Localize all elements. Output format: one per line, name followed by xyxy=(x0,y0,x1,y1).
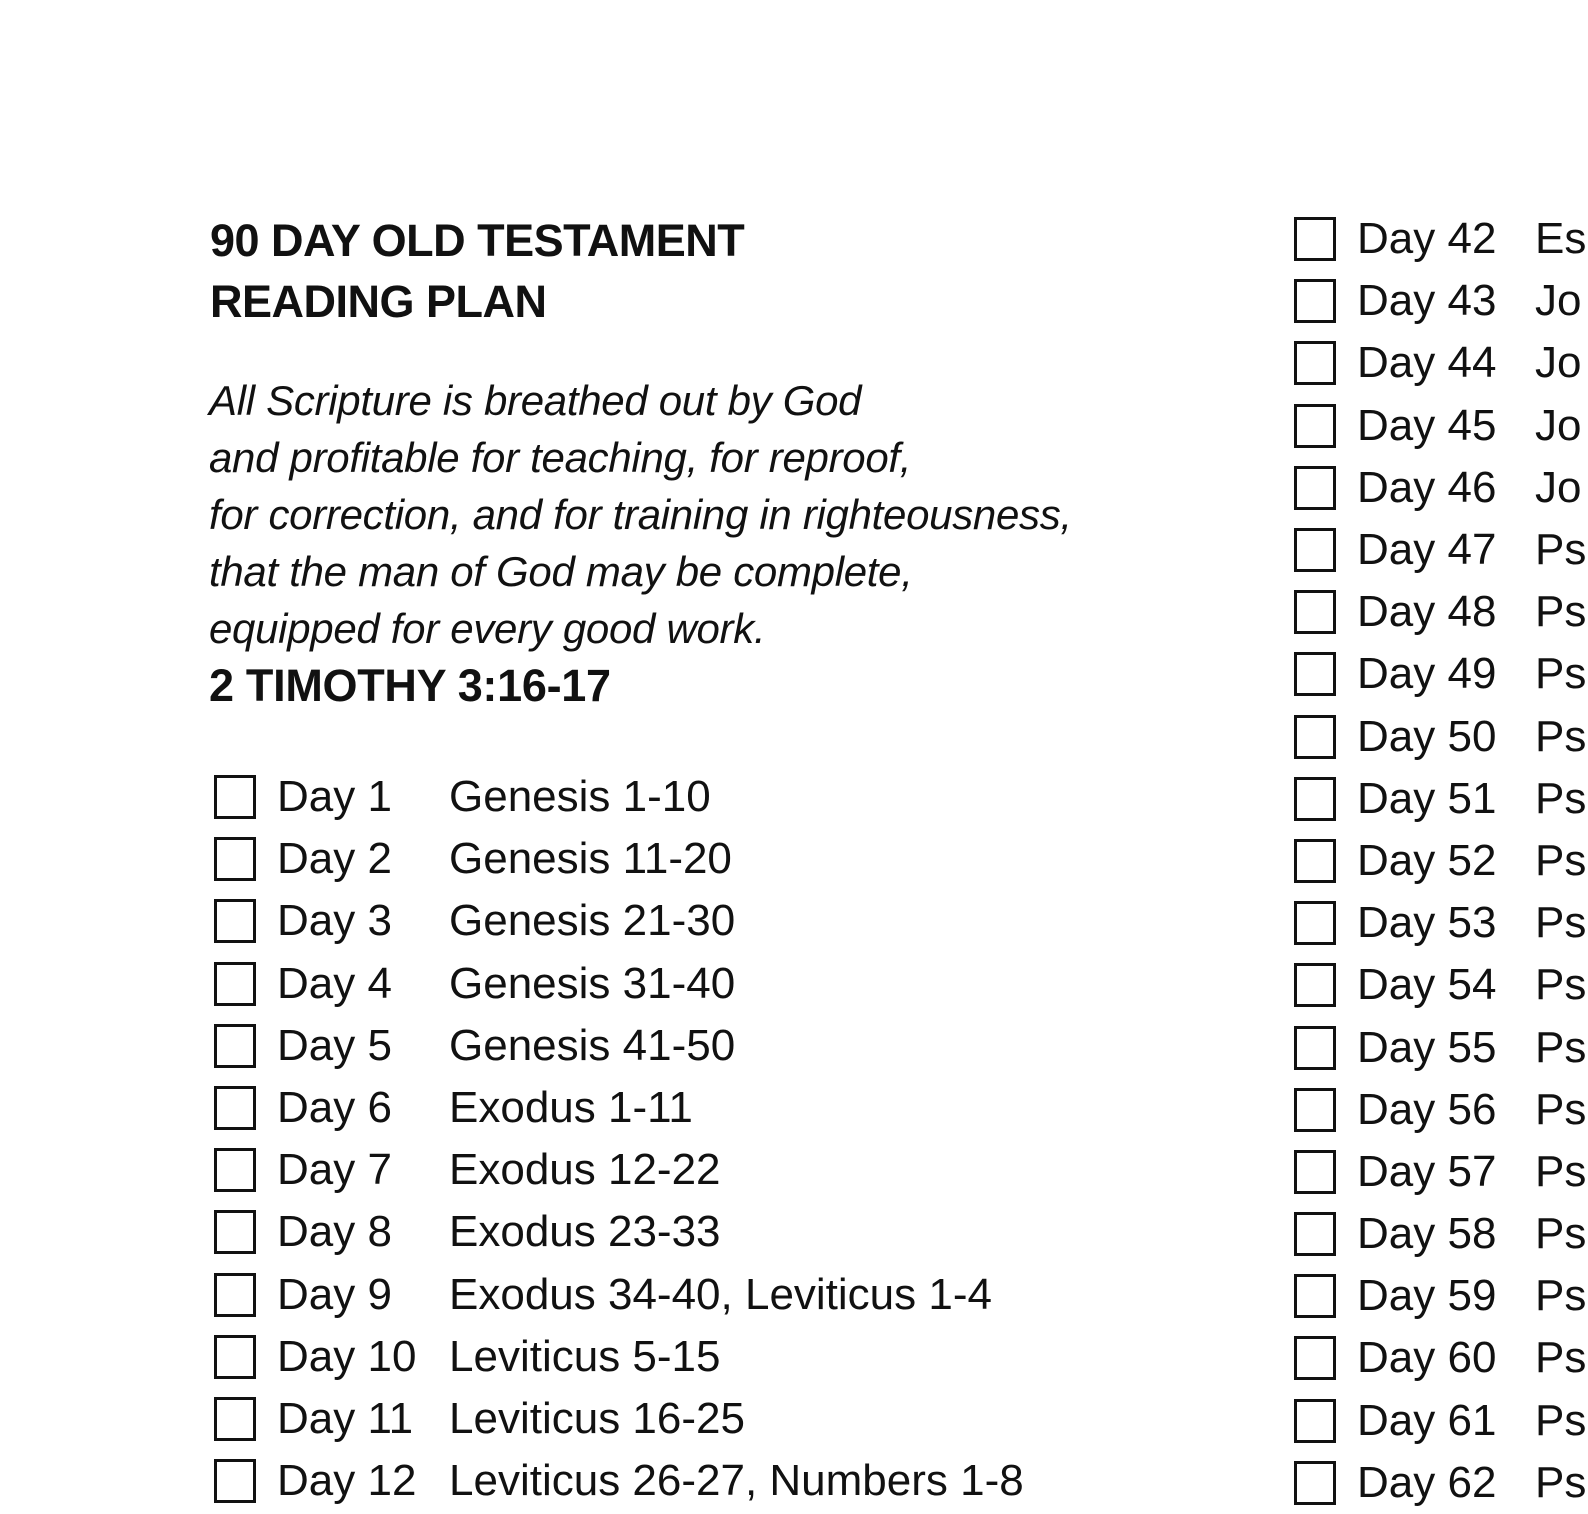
day-label: Day 11 xyxy=(277,1393,414,1443)
reading-passage: Ps xyxy=(1535,835,1587,885)
reading-passage: Ps xyxy=(1535,587,1587,637)
day-label: Day 6 xyxy=(277,1083,392,1133)
reading-day-row xyxy=(214,1264,1024,1326)
reading-day-row xyxy=(214,1139,1024,1201)
day-label: Day 9 xyxy=(277,1269,392,1319)
reading-list-right xyxy=(1294,208,1586,1514)
reading-passage: Jo xyxy=(1535,276,1582,326)
day-checkbox[interactable] xyxy=(214,1210,256,1254)
day-label: Day 8 xyxy=(277,1207,392,1257)
reading-passage: Ps xyxy=(1535,1146,1587,1196)
day-label: Day 62 xyxy=(1357,1457,1497,1507)
reading-day-row xyxy=(1294,1016,1586,1078)
reading-passage: Exodus 12-22 xyxy=(449,1145,721,1195)
day-label: Day 48 xyxy=(1357,587,1497,637)
day-checkbox[interactable] xyxy=(1294,901,1336,945)
reading-passage: Ps xyxy=(1535,773,1587,823)
day-checkbox[interactable] xyxy=(1294,839,1336,883)
reading-day-row xyxy=(1294,1203,1586,1265)
day-label: Day 46 xyxy=(1357,462,1497,512)
verse-line: for correction, and for training in righteousness, xyxy=(209,491,1072,538)
reading-day-row xyxy=(1294,1079,1586,1141)
reading-day-row xyxy=(1294,519,1586,581)
reading-passage: Ps xyxy=(1535,1395,1587,1445)
day-label: Day 59 xyxy=(1357,1271,1497,1321)
reading-passage: Ps xyxy=(1535,898,1587,948)
plan-title-line-2: READING PLAN xyxy=(210,276,547,327)
reading-passage: Genesis 21-30 xyxy=(449,896,736,946)
day-checkbox[interactable] xyxy=(214,837,256,881)
reading-day-row xyxy=(214,953,1024,1015)
reading-passage: Leviticus 16-25 xyxy=(449,1393,745,1443)
reading-day-row xyxy=(1294,395,1586,457)
day-checkbox[interactable] xyxy=(214,1397,256,1441)
reading-day-row xyxy=(1294,892,1586,954)
reading-day-row xyxy=(214,1450,1024,1512)
day-checkbox[interactable] xyxy=(1294,1399,1336,1443)
day-label: Day 49 xyxy=(1357,649,1497,699)
reading-list-left xyxy=(214,766,1024,1512)
day-checkbox[interactable] xyxy=(1294,1088,1336,1132)
day-label: Day 54 xyxy=(1357,960,1497,1010)
reading-passage: Ps xyxy=(1535,711,1587,761)
day-checkbox[interactable] xyxy=(214,1024,256,1068)
day-checkbox[interactable] xyxy=(1294,528,1336,572)
verse-reference: 2 TIMOTHY 3:16-17 xyxy=(209,660,611,711)
day-checkbox[interactable] xyxy=(1294,1336,1336,1380)
reading-day-row xyxy=(214,890,1024,952)
reading-day-row xyxy=(1294,581,1586,643)
day-label: Day 53 xyxy=(1357,898,1497,948)
reading-passage: Leviticus 5-15 xyxy=(449,1331,721,1381)
day-checkbox[interactable] xyxy=(214,962,256,1006)
day-label: Day 57 xyxy=(1357,1146,1497,1196)
reading-passage: Ps xyxy=(1535,525,1587,575)
reading-day-row xyxy=(1294,1452,1586,1514)
reading-day-row xyxy=(214,1201,1024,1263)
reading-passage: Exodus 1-11 xyxy=(449,1083,693,1133)
reading-day-row xyxy=(1294,270,1586,332)
plan-title-line-1: 90 DAY OLD TESTAMENT xyxy=(210,215,745,266)
day-checkbox[interactable] xyxy=(214,1335,256,1379)
reading-day-row xyxy=(214,1077,1024,1139)
reading-day-row xyxy=(214,766,1024,828)
verse-line: that the man of God may be complete, xyxy=(209,548,913,595)
day-label: Day 10 xyxy=(277,1331,417,1381)
reading-day-row xyxy=(1294,643,1586,705)
day-label: Day 3 xyxy=(277,896,392,946)
reading-day-row xyxy=(1294,954,1586,1016)
reading-day-row xyxy=(1294,1327,1586,1389)
reading-passage: Ps xyxy=(1535,1022,1587,1072)
reading-day-row xyxy=(1294,332,1586,394)
plan-title xyxy=(210,210,744,332)
day-checkbox[interactable] xyxy=(1294,404,1336,448)
day-checkbox[interactable] xyxy=(1294,963,1336,1007)
day-checkbox[interactable] xyxy=(1294,777,1336,821)
day-label: Day 42 xyxy=(1357,214,1497,264)
reading-day-row xyxy=(214,828,1024,890)
day-label: Day 60 xyxy=(1357,1333,1497,1383)
reading-passage: Jo xyxy=(1535,338,1582,388)
reading-day-row xyxy=(1294,208,1586,270)
verse-line: All Scripture is breathed out by God xyxy=(209,377,862,424)
day-label: Day 61 xyxy=(1357,1395,1497,1445)
reading-passage: Ps xyxy=(1535,960,1587,1010)
reading-passage: Ps xyxy=(1535,1271,1587,1321)
day-label: Day 5 xyxy=(277,1020,392,1070)
reading-day-row xyxy=(1294,1141,1586,1203)
reading-day-row xyxy=(1294,706,1586,768)
reading-passage: Ps xyxy=(1535,1084,1587,1134)
reading-passage: Genesis 41-50 xyxy=(449,1020,736,1070)
day-label: Day 1 xyxy=(277,772,392,822)
reading-passage: Genesis 1-10 xyxy=(449,772,711,822)
day-label: Day 4 xyxy=(277,958,392,1008)
scripture-quote xyxy=(209,372,1072,714)
day-label: Day 55 xyxy=(1357,1022,1497,1072)
day-checkbox[interactable] xyxy=(1294,1212,1336,1256)
reading-passage: Exodus 23-33 xyxy=(449,1207,721,1257)
reading-day-row xyxy=(214,1326,1024,1388)
day-checkbox[interactable] xyxy=(214,775,256,819)
day-checkbox[interactable] xyxy=(1294,590,1336,634)
reading-passage: Genesis 11-20 xyxy=(449,834,732,884)
day-checkbox[interactable] xyxy=(1294,652,1336,696)
reading-day-row xyxy=(1294,1390,1586,1452)
day-checkbox[interactable] xyxy=(214,1086,256,1130)
day-checkbox[interactable] xyxy=(1294,1150,1336,1194)
reading-passage: Jo xyxy=(1535,462,1582,512)
reading-day-row xyxy=(1294,830,1586,892)
reading-day-row xyxy=(214,1388,1024,1450)
day-label: Day 50 xyxy=(1357,711,1497,761)
day-checkbox[interactable] xyxy=(1294,217,1336,261)
day-label: Day 52 xyxy=(1357,835,1497,885)
day-label: Day 47 xyxy=(1357,525,1497,575)
day-label: Day 44 xyxy=(1357,338,1497,388)
day-checkbox[interactable] xyxy=(214,1459,256,1503)
day-checkbox[interactable] xyxy=(1294,1461,1336,1505)
verse-line: and profitable for teaching, for reproof, xyxy=(209,434,912,481)
day-label: Day 56 xyxy=(1357,1084,1497,1134)
reading-day-row xyxy=(1294,768,1586,830)
day-checkbox[interactable] xyxy=(1294,1026,1336,1070)
verse-line: equipped for every good work. xyxy=(209,605,766,652)
reading-passage: Genesis 31-40 xyxy=(449,958,736,1008)
day-checkbox[interactable] xyxy=(1294,466,1336,510)
reading-passage: Leviticus 26-27, Numbers 1-8 xyxy=(449,1456,1024,1506)
day-label: Day 58 xyxy=(1357,1209,1497,1259)
day-label: Day 7 xyxy=(277,1145,392,1195)
day-checkbox[interactable] xyxy=(1294,279,1336,323)
day-label: Day 2 xyxy=(277,834,392,884)
reading-passage: Ps xyxy=(1535,1333,1587,1383)
day-label: Day 51 xyxy=(1357,773,1497,823)
reading-passage: Ps xyxy=(1535,649,1587,699)
reading-passage: Exodus 34-40, Leviticus 1-4 xyxy=(449,1269,992,1319)
day-checkbox[interactable] xyxy=(1294,715,1336,759)
day-checkbox[interactable] xyxy=(1294,341,1336,385)
reading-day-row xyxy=(1294,457,1586,519)
reading-passage: Ps xyxy=(1535,1457,1587,1507)
day-checkbox[interactable] xyxy=(1294,1274,1336,1318)
reading-passage: Jo xyxy=(1535,400,1582,450)
day-checkbox[interactable] xyxy=(214,1148,256,1192)
day-label: Day 45 xyxy=(1357,400,1497,450)
reading-passage: Es xyxy=(1535,214,1587,264)
day-label: Day 12 xyxy=(277,1456,417,1506)
day-label: Day 43 xyxy=(1357,276,1497,326)
reading-day-row xyxy=(1294,1265,1586,1327)
reading-day-row xyxy=(214,1015,1024,1077)
day-checkbox[interactable] xyxy=(214,1273,256,1317)
day-checkbox[interactable] xyxy=(214,899,256,943)
reading-passage: Ps xyxy=(1535,1209,1587,1259)
